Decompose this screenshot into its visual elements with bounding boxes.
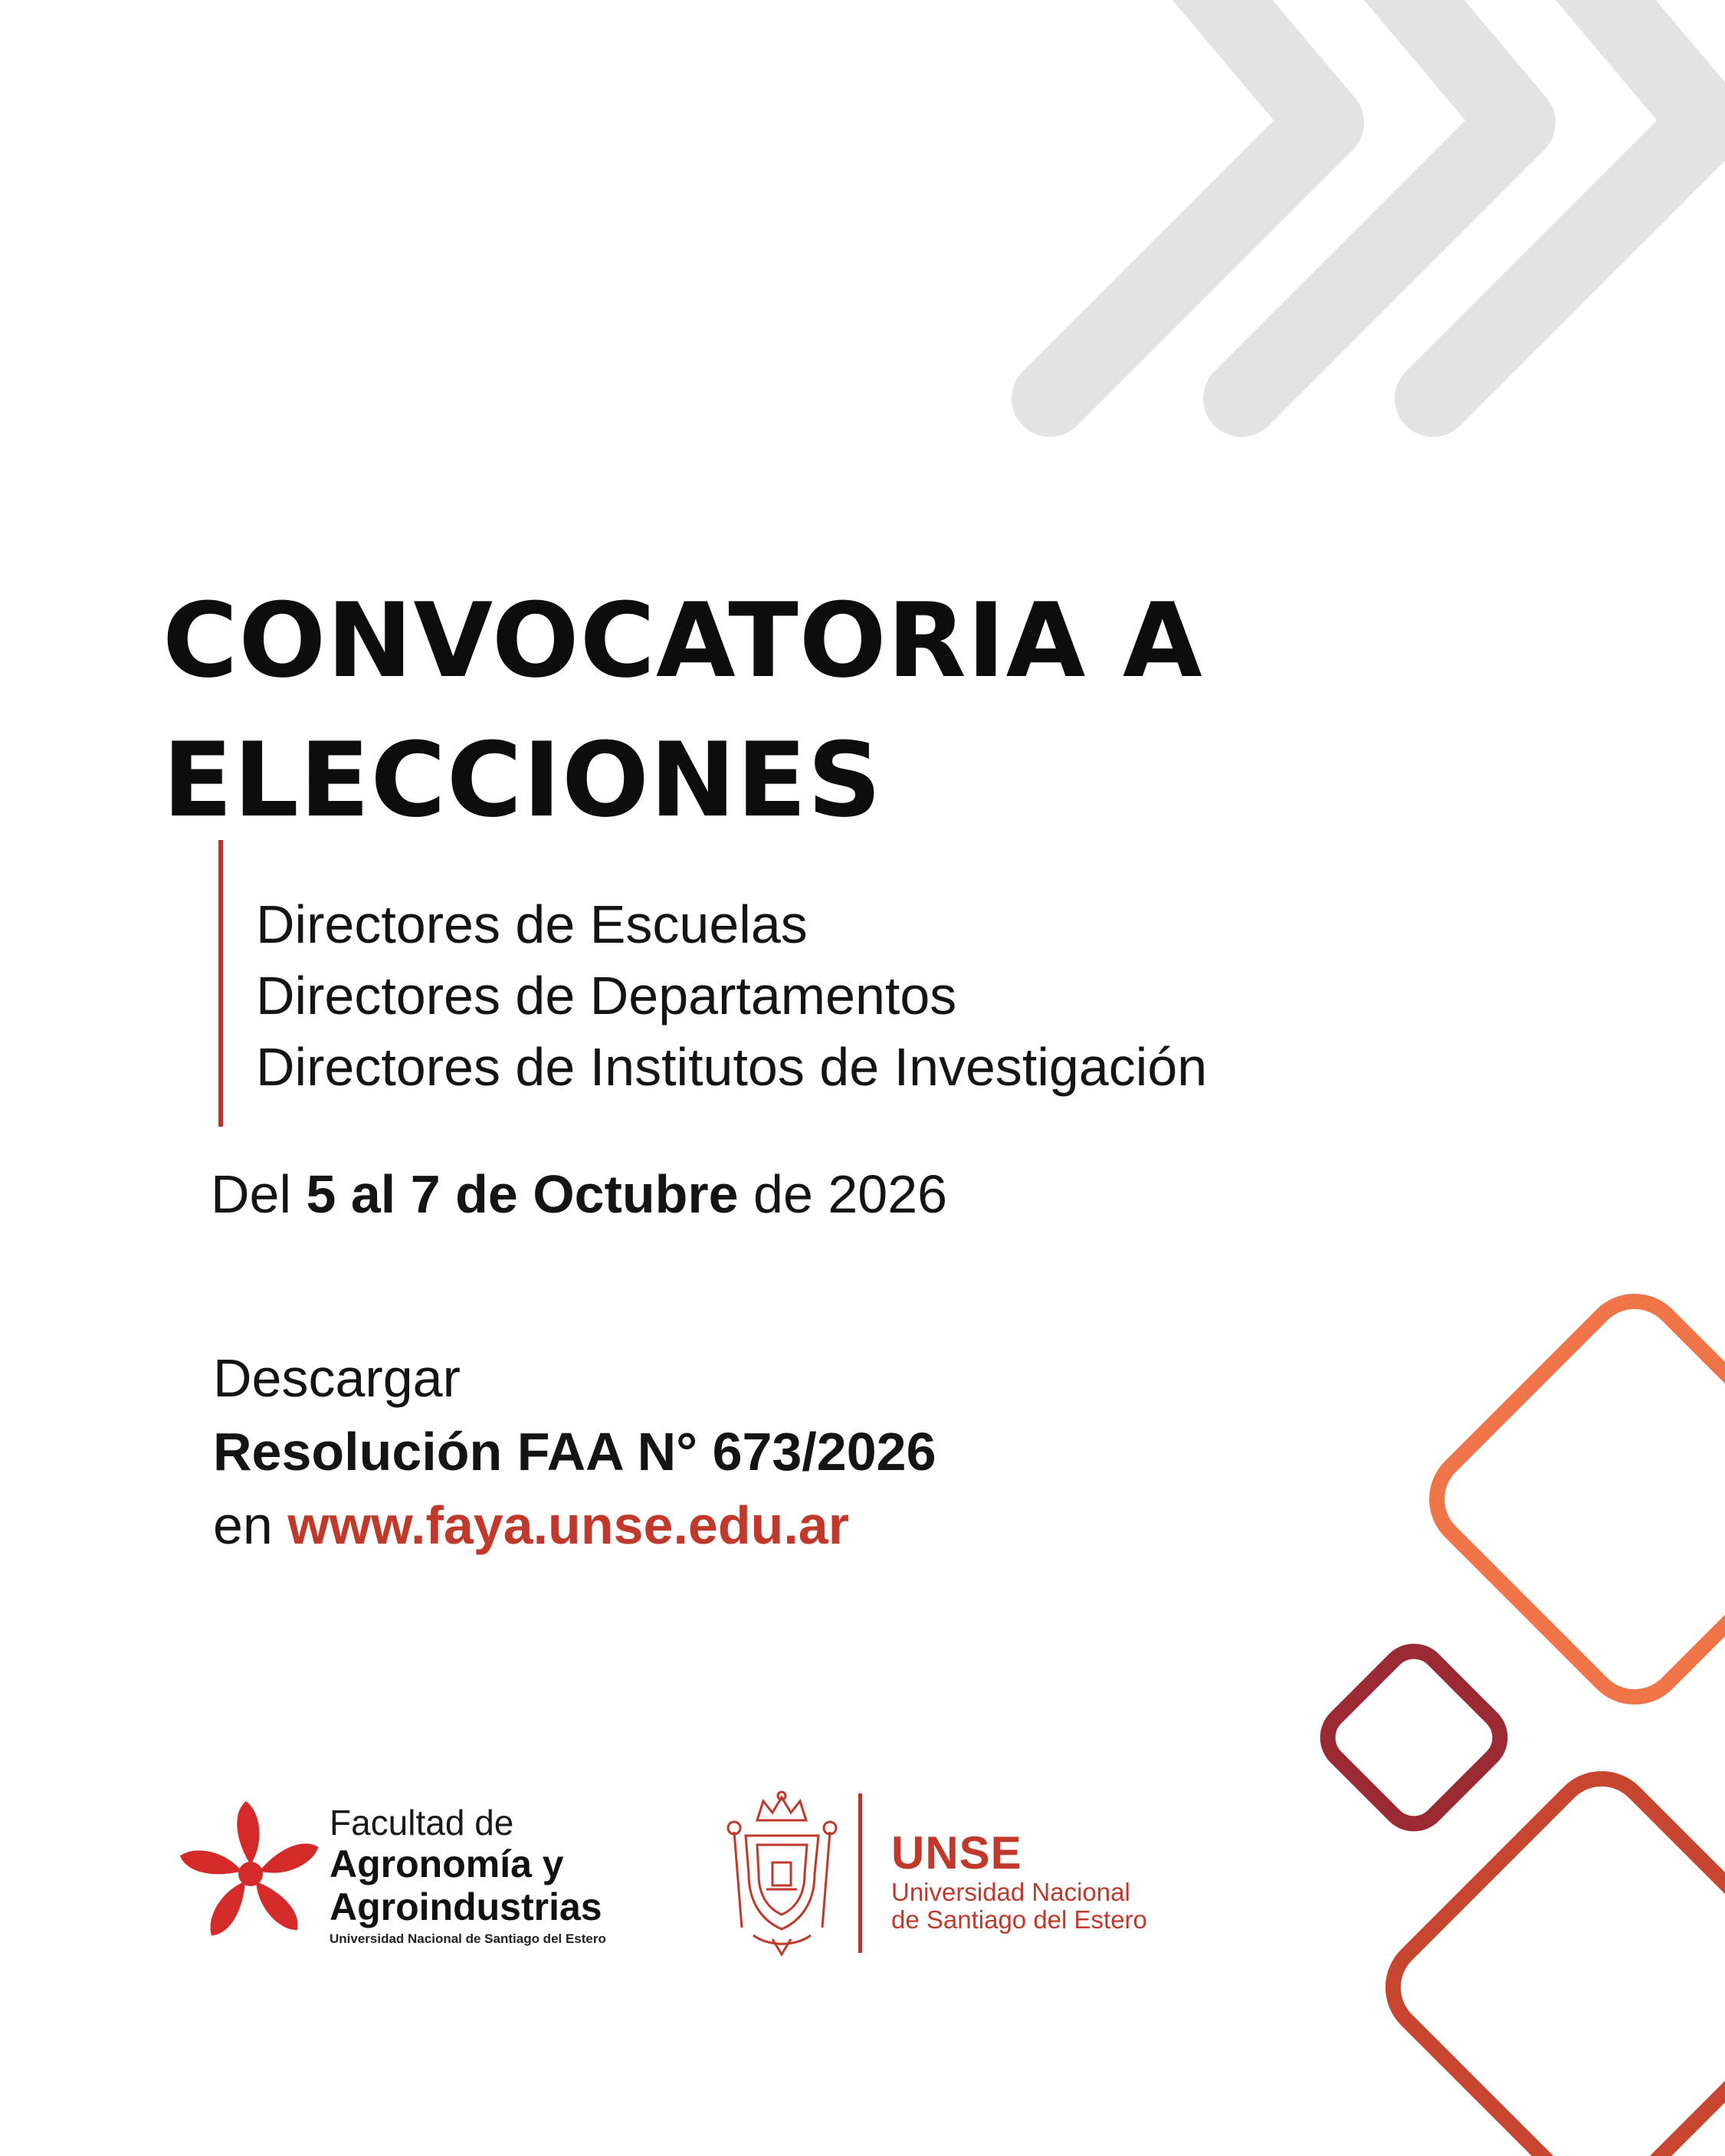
title-line-1: CONVOCATORIA A: [162, 581, 1203, 701]
accent-bar: [218, 840, 223, 1127]
chevron-decoration: [1050, 0, 1709, 399]
position-item: Directores de Institutos de Investigación: [256, 1037, 1208, 1097]
faculty-logo-text: [330, 1803, 713, 1948]
title-line-2: ELECCIONES: [162, 720, 883, 840]
website-link[interactable]: www.faya.unse.edu.ar: [287, 1495, 849, 1555]
position-item: Directores de Departamentos: [256, 966, 957, 1025]
dates-suffix: de 2026: [738, 1164, 948, 1224]
rounded-square-decoration: [1317, 1282, 1725, 2156]
faa-flower-logo-icon: [170, 1797, 331, 1951]
faculty-line-1: Facultad de: [330, 1803, 514, 1843]
university-logo-text: [891, 1828, 1147, 1934]
unse-seal-icon: [719, 1790, 845, 1958]
page-title: [162, 571, 1542, 850]
positions-list: [256, 889, 1559, 1103]
dates-prefix: Del: [211, 1164, 307, 1224]
faculty-line-4: Universidad Nacional de Santiago del Estero: [330, 1931, 606, 1946]
dates-range: 5 al 7 de Octubre: [306, 1164, 739, 1224]
election-dates: [211, 1157, 947, 1231]
logo-divider: [858, 1793, 862, 1953]
university-name-line-1: Universidad Nacional: [891, 1878, 1130, 1906]
faculty-line-3: Agroindustrias: [330, 1885, 602, 1928]
download-prefix: en: [213, 1495, 288, 1555]
university-name-line-2: de Santiago del Estero: [891, 1905, 1147, 1934]
university-acronym: UNSE: [891, 1827, 1022, 1879]
resolution-title: Resolución FAA N° 673/2026: [213, 1422, 936, 1482]
faculty-line-2: Agronomía y: [330, 1843, 564, 1885]
download-label: Descargar: [213, 1348, 461, 1408]
position-item: Directores de Escuelas: [256, 894, 808, 954]
download-section: [213, 1341, 1209, 1562]
download-location: [213, 1488, 1209, 1562]
